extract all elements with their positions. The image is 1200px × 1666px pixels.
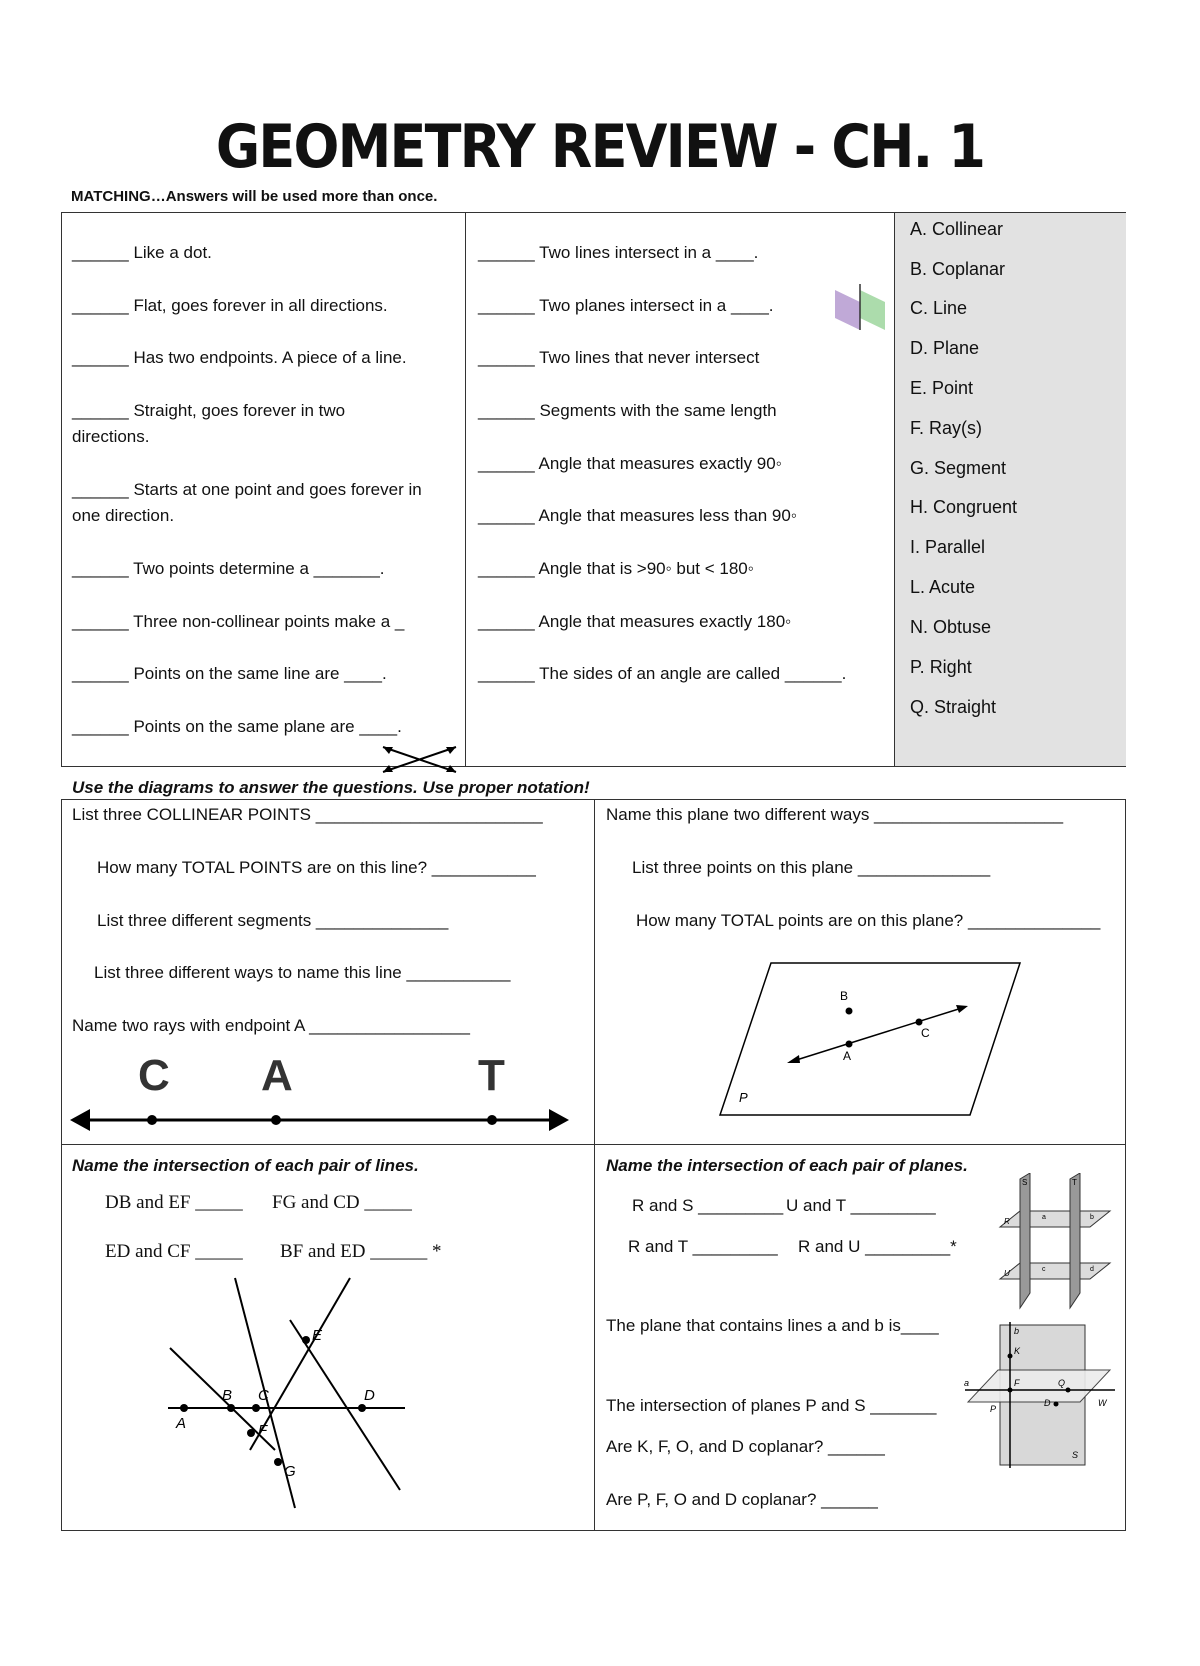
point-label-a: A (261, 1051, 293, 1100)
planes-pair: R and S _________ (632, 1196, 784, 1215)
answer-option: L. Acute (910, 577, 976, 597)
diagram-label: R (1004, 1217, 1010, 1226)
answer-option: F. Ray(s) (910, 418, 982, 438)
diagram-label: P (990, 1404, 997, 1414)
diagram-label: U (1004, 1269, 1010, 1278)
intersecting-lines-diagram (150, 1270, 420, 1520)
match-item: ______ Two lines that never intersect (478, 348, 760, 367)
diagram-label: F (1014, 1378, 1020, 1388)
planes-question: The plane that contains lines a and b is____ (606, 1316, 939, 1335)
match-item: ______ Flat, goes forever in all directions. (72, 296, 388, 315)
point-label-b: B (840, 989, 849, 1003)
match-item: ______ Two points determine a _______. (72, 559, 385, 578)
match-item: ______ Points on the same plane are ____. (72, 717, 402, 736)
answer-option: E. Point (910, 378, 974, 398)
plane-question: How many TOTAL points are on this plane? ______________ (636, 911, 1101, 930)
line-question: How many TOTAL POINTS are on this line? ___________ (97, 858, 536, 877)
match-item: ______ Angle that measures less than 90◦ (478, 506, 797, 525)
line-question: Name two rays with endpoint A _________________ (72, 1016, 470, 1035)
diagram-label: a (964, 1378, 970, 1388)
match-item: ______ Two lines intersect in a ____. (478, 243, 759, 262)
answer-option: B. Coplanar (910, 259, 1006, 279)
lines-heading: Name the intersection of each pair of lines. (72, 1156, 419, 1175)
answer-option: G. Segment (910, 458, 1007, 478)
match-item: ______ The sides of an angle are called ______. (478, 664, 847, 683)
answer-option: D. Plane (910, 338, 980, 358)
match-item: ______ Points on the same line are ____. (72, 664, 387, 683)
match-item: ______ Like a dot. (72, 243, 212, 262)
diagram-label: a (1042, 1214, 1046, 1221)
match-item: ______ Three non-collinear points make a _ (72, 612, 405, 631)
line-question: List three different segments ______________ (97, 911, 449, 930)
match-item: ______ Straight, goes forever in two (72, 401, 346, 420)
match-item: ______ Two planes intersect in a ____. (478, 296, 774, 315)
answer-option: N. Obtuse (910, 617, 992, 637)
plane-question: Name this plane two different ways ____________________ (606, 805, 1064, 824)
diagram-label: Q (1058, 1378, 1066, 1388)
plane-question: List three points on this plane ______________ (632, 858, 991, 877)
planes-heading: Name the intersection of each pair of planes. (606, 1156, 968, 1175)
lines-pair: DB and EF _____ (105, 1192, 243, 1213)
divider (594, 799, 595, 1531)
diagram-label: D (1044, 1398, 1051, 1408)
answer-option: P. Right (910, 657, 972, 677)
lines-pair: FG and CD _____ (272, 1192, 412, 1213)
answer-option: Q. Straight (910, 697, 997, 717)
match-item: ______ Angle that is >90◦ but < 180◦ (478, 559, 754, 578)
diagram-label: d (1090, 1266, 1094, 1273)
line-cat-diagram (66, 1045, 576, 1140)
diagram-label: b (1090, 1214, 1094, 1221)
diagram-label: c (1042, 1266, 1046, 1273)
point-label-c: C (921, 1026, 930, 1040)
diagram-label: S (1072, 1450, 1079, 1460)
answer-option: A. Collinear (910, 219, 1004, 239)
diagram-label: K (1014, 1346, 1021, 1356)
diagram-label: b (1014, 1326, 1020, 1336)
point-label-t: T (478, 1051, 505, 1100)
diagram-label: T (1072, 1178, 1077, 1187)
match-item: ______ Segments with the same length (478, 401, 777, 420)
diagram-label: C (258, 1387, 269, 1404)
planes-pair: R and T _________ (628, 1237, 778, 1256)
lines-planes-diagram (960, 1320, 1120, 1470)
lines-pair: ED and CF _____ (105, 1241, 243, 1262)
page-title: GEOMETRY REVIEW - CH. 1 (215, 112, 985, 182)
planes-question: Are P, F, O and D coplanar? ______ (606, 1490, 878, 1509)
lines-pair: BF and ED ______ * (280, 1241, 442, 1262)
answer-option: C. Line (910, 298, 968, 318)
match-item: ______ Angle that measures exactly 180◦ (478, 612, 792, 631)
divider (465, 212, 466, 767)
answer-option: H. Congruent (910, 497, 1018, 517)
planes-question: Are K, F, O, and D coplanar? ______ (606, 1437, 885, 1456)
plane-diagram (715, 955, 1025, 1125)
match-item: ______ Angle that measures exactly 90◦ (478, 454, 782, 473)
diagram-label: D (364, 1387, 375, 1404)
planes-pair: R and U _________* (798, 1237, 957, 1256)
match-item: ______ Starts at one point and goes forever in (72, 480, 422, 499)
divider (61, 1144, 1126, 1145)
four-planes-diagram (980, 1173, 1120, 1313)
match-item: ______ Has two endpoints. A piece of a line. (72, 348, 407, 367)
line-question: List three different ways to name this line ___________ (94, 963, 511, 982)
diagram-label: F (258, 1422, 268, 1439)
diagram-label: E (312, 1327, 323, 1344)
diagram-label: B (222, 1387, 233, 1404)
answer-bank (894, 213, 1126, 766)
matching-instruction: MATCHING…Answers will be used more than once. (71, 188, 438, 205)
match-item: one direction. (72, 506, 175, 525)
answer-option: I. Parallel (910, 537, 986, 557)
intersecting-planes-icon (830, 282, 890, 332)
diagram-label: G (284, 1463, 296, 1480)
diagram-label: S (1022, 1178, 1028, 1187)
point-label-c: C (138, 1051, 170, 1100)
point-label-a: A (843, 1049, 852, 1063)
plane-label-p: P (739, 1090, 748, 1105)
crossed-arrows-icon (378, 742, 463, 777)
diagram-label: A (176, 1415, 187, 1432)
diagram-label: W (1098, 1398, 1107, 1408)
planes-pair: U and T _________ (786, 1196, 936, 1215)
planes-question: The intersection of planes P and S _______ (606, 1396, 937, 1415)
line-question: List three COLLINEAR POINTS ________________________ (72, 805, 543, 824)
diagrams-instruction: Use the diagrams to answer the questions. Use proper notation! (72, 778, 590, 797)
match-item: directions. (72, 427, 150, 446)
